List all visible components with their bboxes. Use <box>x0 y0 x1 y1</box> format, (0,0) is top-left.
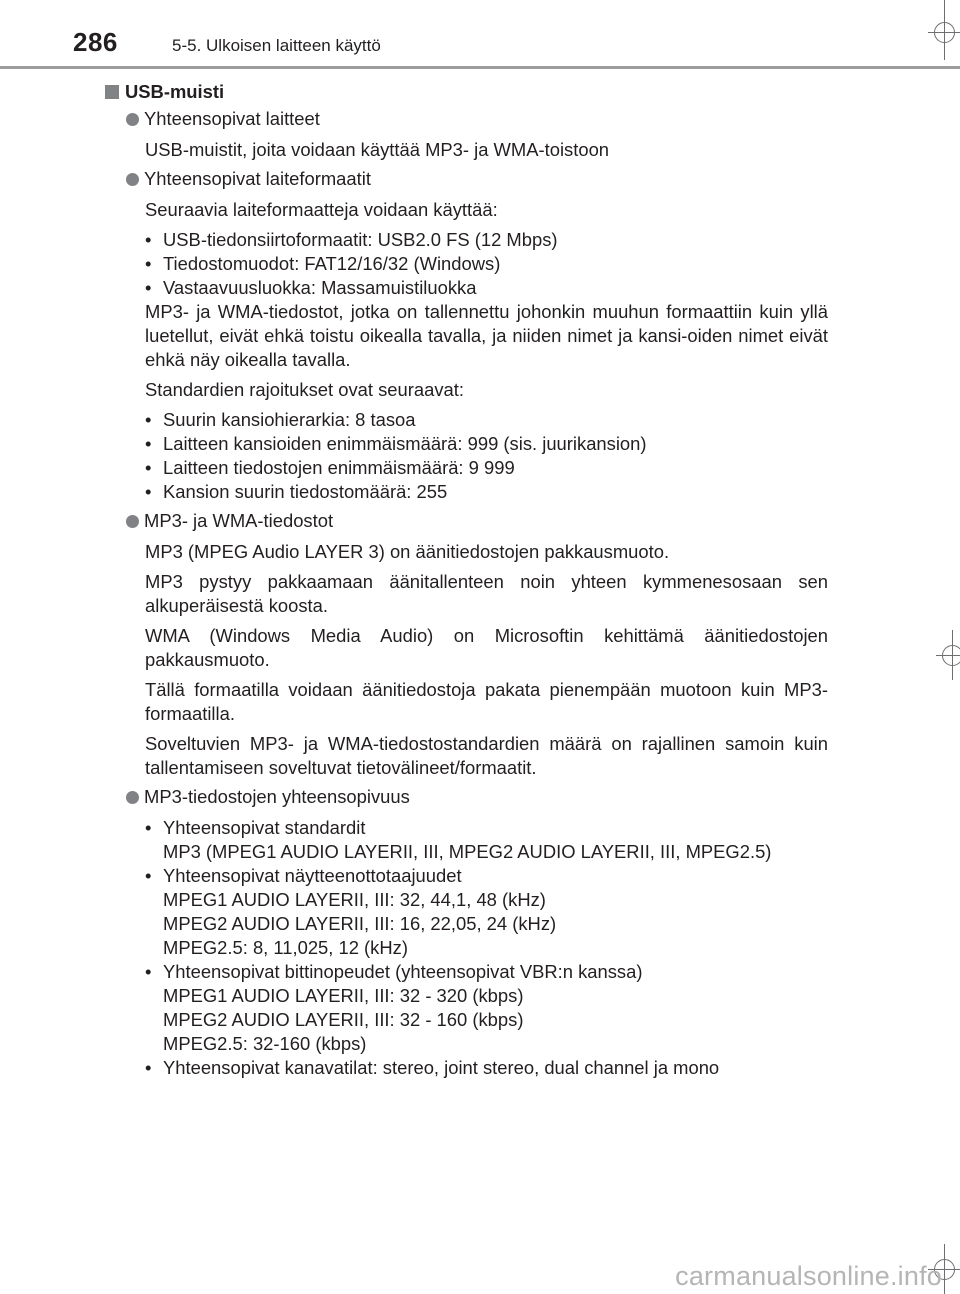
list-item-content <box>163 252 828 276</box>
list-item <box>145 408 828 432</box>
subsection-heading <box>126 784 828 810</box>
list-item-text: Yhteensopivat näytteenottotaajuudet <box>163 865 462 886</box>
bullet-glyph: • <box>145 253 152 274</box>
list-item <box>145 228 828 252</box>
bullet-list <box>145 228 828 300</box>
crop-mark-middle-right <box>936 630 960 680</box>
subsection-title: MP3-tiedostojen yhteensopivuus <box>144 786 410 807</box>
list-item-text: Suurin kansiohierarkia: 8 tasoa <box>163 409 416 430</box>
page-content <box>108 79 828 1080</box>
section-heading <box>108 79 828 105</box>
list-item <box>145 456 828 480</box>
list-item-text: Yhteensopivat bittinopeudet (yhteensopivat VBR:n kanssa) <box>163 961 643 982</box>
list-item-detail: MPEG2 AUDIO LAYERII, III: 32 - 160 (kbps) <box>163 1009 524 1030</box>
paragraph: WMA (Windows Media Audio) on Microsoftin kehittämä äänitiedostojen pakkausmuoto. <box>145 625 828 670</box>
watermark: carmanualsonline.info <box>675 1261 942 1291</box>
list-item <box>145 432 828 456</box>
list-item <box>145 276 828 300</box>
list-item <box>145 1056 828 1080</box>
section-title: USB-muisti <box>125 81 225 102</box>
paragraph: Seuraavia laiteformaatteja voidaan käyttää: <box>145 199 498 220</box>
subsection-heading <box>126 166 828 192</box>
list-item-content <box>163 1056 828 1080</box>
list-item-content <box>163 456 828 480</box>
list-item-text: Yhteensopivat kanavatilat: stereo, joint stereo, dual channel ja mono <box>163 1057 720 1078</box>
list-item-content <box>163 816 828 864</box>
list-item-content <box>163 480 828 504</box>
bullet-glyph: • <box>145 1057 152 1078</box>
subsection-title: Yhteensopivat laitteet <box>144 108 320 129</box>
circle-icon <box>126 173 139 186</box>
bullet-glyph: • <box>145 817 152 838</box>
bullet-glyph: • <box>145 433 152 454</box>
subsection-heading <box>126 106 828 132</box>
list-item-content <box>163 432 828 456</box>
list-item <box>145 252 828 276</box>
list-item-text: Laitteen tiedostojen enimmäismäärä: 9 999 <box>163 457 515 478</box>
list-item-detail: MP3 (MPEG1 AUDIO LAYERII, III, MPEG2 AUDIO LAYERII, III, MPEG2.5) <box>163 841 772 862</box>
list-item <box>145 864 828 960</box>
list-item-detail: MPEG1 AUDIO LAYERII, III: 32, 44,1, 48 (kHz) <box>163 889 546 910</box>
chapter-title: 5-5. Ulkoisen laitteen käyttö <box>172 36 381 55</box>
bullet-glyph: • <box>145 409 152 430</box>
subsection-title: Yhteensopivat laiteformaatit <box>144 168 371 189</box>
paragraph: MP3 (MPEG Audio LAYER 3) on äänitiedostojen pakkausmuoto. <box>145 541 670 562</box>
bullet-list <box>145 408 828 504</box>
paragraph: Soveltuvien MP3- ja WMA-tiedostostandardien määrä on rajallinen samoin kuin tallentamiseen soveltuvat tietovälineet/formaatit. <box>145 733 828 778</box>
paragraph: MP3- ja WMA-tiedostot, jotka on tallennettu johonkin muuhun formaattiin kuin yllä luetellut, eivät ehkä toistu oikealla tavalla, ja niiden nimet ja kansi-oiden nimet eivät ehkä näy oikealla tavalla. <box>145 301 828 370</box>
list-item <box>145 960 828 1056</box>
list-item <box>145 480 828 504</box>
section-body <box>108 106 828 1080</box>
list-item-content <box>163 228 828 252</box>
circle-icon <box>126 113 139 126</box>
bullet-glyph: • <box>145 961 152 982</box>
bullet-list <box>145 816 828 1080</box>
header-rule <box>0 66 960 69</box>
list-item-text: Laitteen kansioiden enimmäismäärä: 999 (sis. juurikansion) <box>163 433 647 454</box>
list-item-content <box>163 408 828 432</box>
bullet-glyph: • <box>145 277 152 298</box>
bullet-glyph: • <box>145 457 152 478</box>
list-item-detail: MPEG2.5: 32-160 (kbps) <box>163 1033 367 1054</box>
bullet-glyph: • <box>145 481 152 502</box>
square-icon <box>105 85 119 99</box>
list-item-text: USB-tiedonsiirtoformaatit: USB2.0 FS (12 Mbps) <box>163 229 558 250</box>
list-item-text: Vastaavuusluokka: Massamuistiluokka <box>163 277 477 298</box>
circle-icon <box>126 515 139 528</box>
paragraph: USB-muistit, joita voidaan käyttää MP3- ja WMA-toistoon <box>145 139 610 160</box>
bullet-glyph: • <box>145 865 152 886</box>
bullet-glyph: • <box>145 229 152 250</box>
list-item-detail: MPEG2.5: 8, 11,025, 12 (kHz) <box>163 937 408 958</box>
list-item-text: Yhteensopivat standardit <box>163 817 366 838</box>
subsection-heading <box>126 508 828 534</box>
list-item-detail: MPEG2 AUDIO LAYERII, III: 16, 22,05, 24 (kHz) <box>163 913 557 934</box>
list-item-content <box>163 960 828 1056</box>
circle-icon <box>126 791 139 804</box>
subsection-title: MP3- ja WMA-tiedostot <box>144 510 334 531</box>
list-item-content <box>163 864 828 960</box>
paragraph: Tällä formaatilla voidaan äänitiedostoja pakata pienempään muotoon kuin MP3-formaatilla. <box>145 679 828 724</box>
list-item-content <box>163 276 828 300</box>
list-item-text: Tiedostomuodot: FAT12/16/32 (Windows) <box>163 253 501 274</box>
list-item <box>145 816 828 864</box>
list-item-text: Kansion suurin tiedostomäärä: 255 <box>163 481 448 502</box>
page-number: 286 <box>73 27 118 57</box>
crop-mark-top-right <box>928 0 960 60</box>
paragraph: MP3 pystyy pakkaamaan äänitallenteen noin yhteen kymmenesosaan sen alkuperäisestä koosta. <box>145 571 828 616</box>
list-item-detail: MPEG1 AUDIO LAYERII, III: 32 - 320 (kbps) <box>163 985 524 1006</box>
paragraph: Standardien rajoitukset ovat seuraavat: <box>145 379 464 400</box>
